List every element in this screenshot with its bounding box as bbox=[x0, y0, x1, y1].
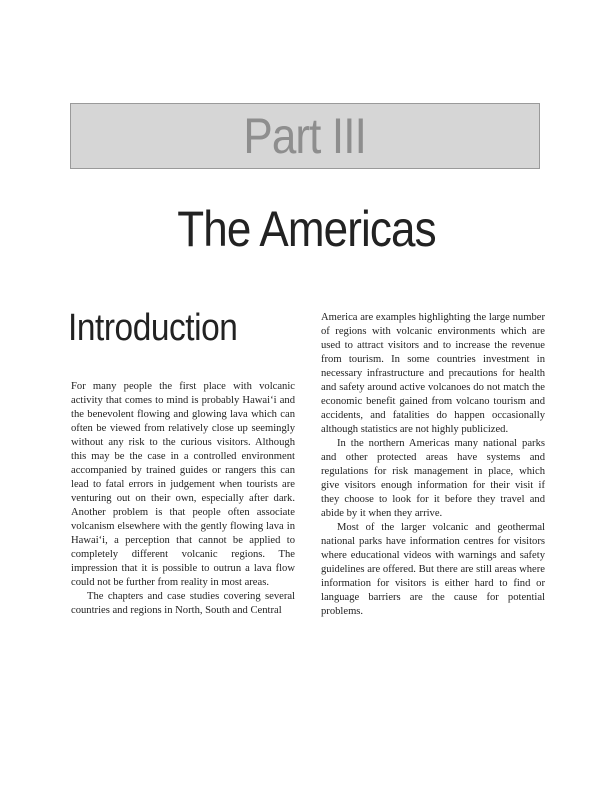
section-heading: Introduction bbox=[68, 307, 238, 349]
paragraph: In the northern Americas many national parks and other protected areas have systems and regulations for risk management in place, which give visitors enough information for their visit if they choose to look for it before they travel and abide by it when they arrive. bbox=[321, 438, 545, 519]
chapter-title: The Americas bbox=[177, 201, 436, 257]
left-column bbox=[71, 380, 295, 618]
part-label: Part III bbox=[243, 108, 367, 164]
paragraph: For many people the first place with volcanic activity that comes to mind is probably Hawai‘i and the benevolent flowing and glowing lava which can often be viewed from relatively close up seemingly without any risk to the curious visitors. Although this may be the case in a controlled environment accompanied by trained guides or rangers this can lead to fatal errors in judgement when tourists are venturing out on their own, especially after dark. Another problem is that people often associate volcanism elsewhere with the gently flowing lava in Hawai‘i, a perception that cannot be applied to completely different volcanic regions. The impression that it is possible to outrun a lava flow could not be further from reality in most areas. bbox=[71, 381, 295, 588]
right-column bbox=[321, 311, 545, 619]
paragraph: The chapters and case studies covering several countries and regions in North, South and Central bbox=[71, 591, 295, 616]
paragraph: Most of the larger volcanic and geothermal national parks have information centres for visitors where educational videos with warnings and safety guidelines are offered. But there are still areas where information for visitors is either hard to find or language barriers are the cause for potential problems. bbox=[321, 522, 545, 617]
paragraph: America are examples highlighting the large number of regions with volcanic environments which are used to attract visitors and to increase the revenue from tourism. In some countries investment in necessary infrastructure and precautions for health and safety around active volcanoes do not match the economic benefit gained from volcano tourism and accidents, and fatalities do happen occasionally although statistics are not highly publicized. bbox=[321, 312, 545, 435]
part-banner bbox=[70, 103, 540, 169]
